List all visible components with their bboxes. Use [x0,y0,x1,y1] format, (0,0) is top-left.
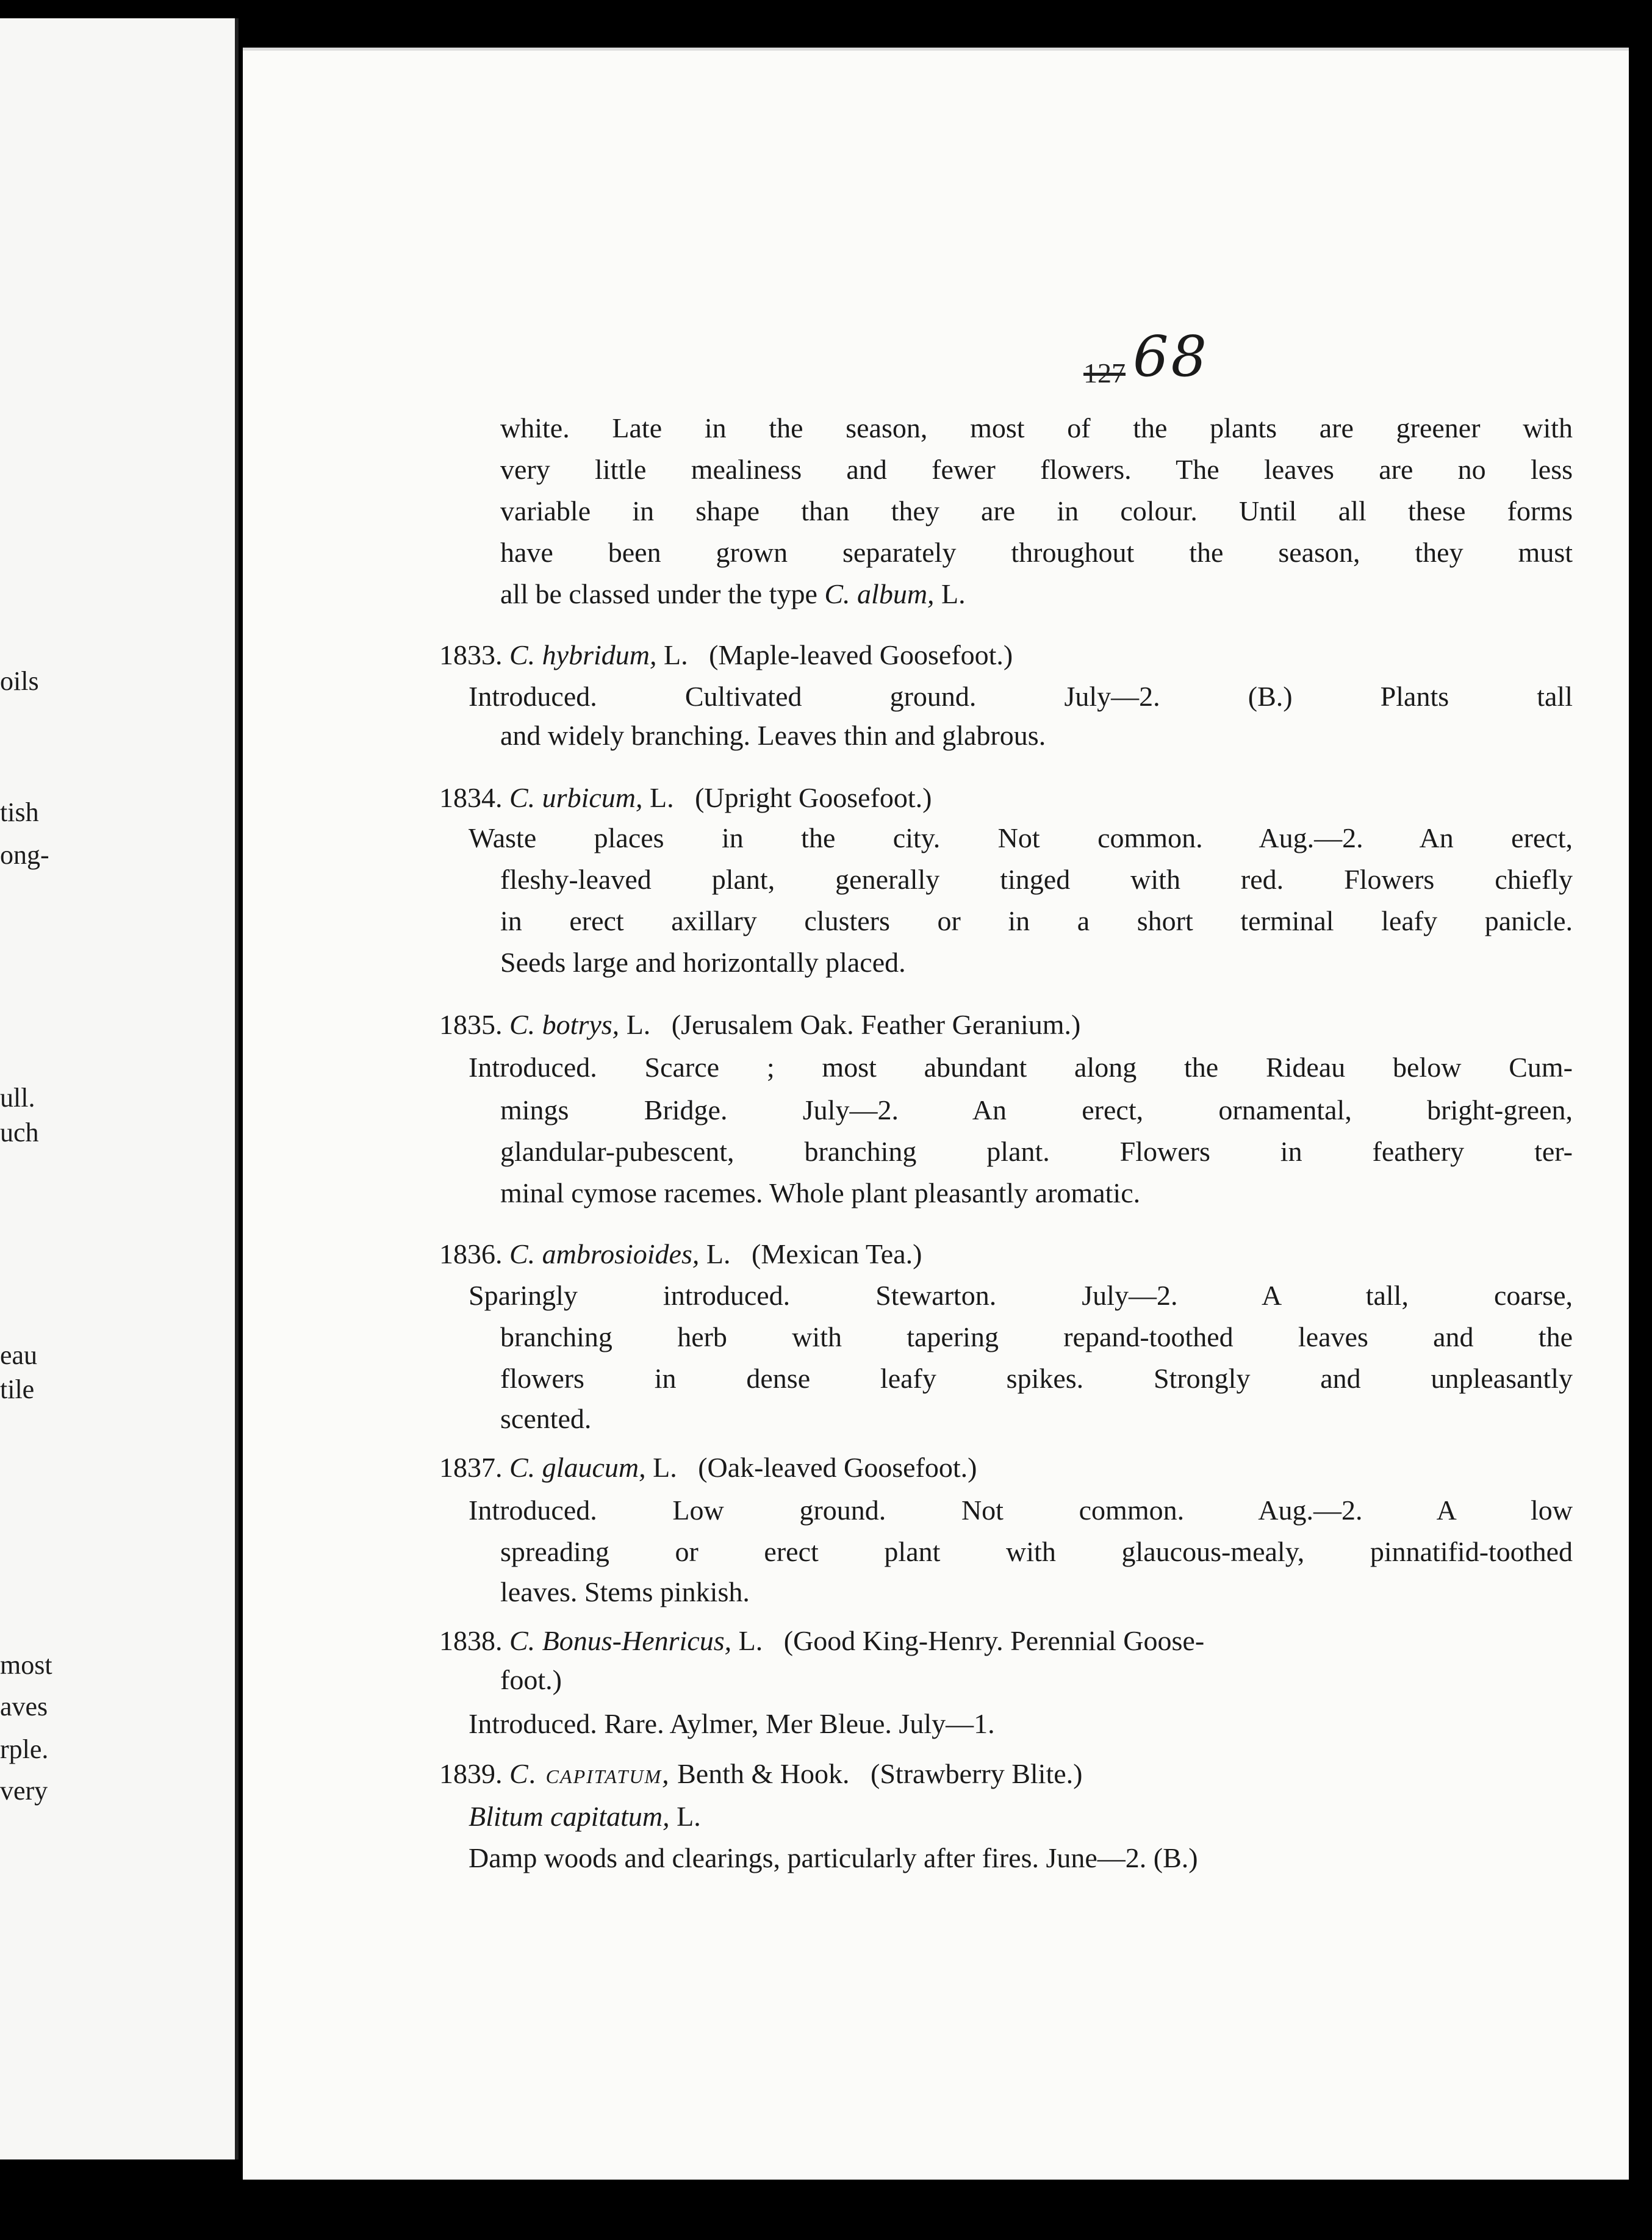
entry-line: Introduced. Rare. Aylmer, Mer Bleue. July—1. [469,1708,995,1739]
entry-line: flowers in dense leafy spikes. Strongly and unpleasantly [500,1363,1573,1394]
left-fragment: very [0,1776,48,1806]
entry-heading: 1835. C. botrys, L. (Jerusalem Oak. Feather Geranium.) [439,1009,1081,1040]
common-name: (Upright Goosefoot.) [695,782,932,813]
left-fragment: oils [0,666,39,696]
left-fragment: most [0,1650,52,1680]
page-number [1083,324,1210,389]
entry-line: foot.) [500,1664,562,1695]
left-fragment: ong- [0,840,49,870]
species-name: C. Bonus-Henricus, [509,1625,732,1656]
intro-line: white. Late in the season, most of the plants are greener with [500,412,1573,443]
left-fragment: eau [0,1340,38,1370]
entry-number: 1839. [439,1758,503,1789]
entry-number: 1836. [439,1238,503,1269]
handwritten-page-number: 68 [1133,324,1210,389]
printed-page-number: 127 [1083,357,1126,389]
entry-line: in erect axillary clusters or in a short terminal leafy panicle. [500,905,1573,936]
entry-number: 1837. [439,1452,503,1483]
common-name: (Maple-leaved Goosefoot.) [709,639,1013,670]
intro-line: have been grown separately throughout the season, they must [500,537,1573,568]
species-name: C. urbicum, [509,782,643,813]
left-fragment: ull. [0,1083,35,1113]
species-name: C. album, [824,578,935,609]
entry-line: Introduced. Scarce ; most abundant along the Rideau below Cum- [469,1052,1573,1083]
species-name: C. ambrosioides, [509,1238,700,1269]
entry-line: Sparingly introduced. Stewarton. July—2. A tall, coarse, [469,1280,1573,1311]
species-name: C. botrys, [509,1009,620,1040]
entry-line: fleshy-leaved plant, generally tinged with red. Flowers chiefly [500,864,1573,895]
entry-heading: 1838. C. Bonus-Henricus, L. (Good King-Henry. Perennial Goose- [439,1625,1205,1656]
common-name: (Jerusalem Oak. Feather Geranium.) [671,1009,1081,1040]
entry-number: 1838. [439,1625,503,1656]
synonym-line: Blitum capitatum, L. [469,1801,701,1832]
species-name: C. hybridum, [509,639,657,670]
entry-heading: 1839. C. capitatum, Benth & Hook. (Strawberry Blite.) [439,1758,1083,1789]
synonym-name: Blitum capitatum, [469,1801,670,1832]
entry-line: mings Bridge. July—2. An erect, ornamental, bright-green, [500,1094,1573,1125]
entry-line: and widely branching. Leaves thin and glabrous. [500,720,1046,751]
left-fragment: uch [0,1118,39,1147]
common-name: (Oak-leaved Goosefoot.) [698,1452,977,1483]
species-name: C. glaucum, [509,1452,646,1483]
common-name: (Mexican Tea.) [752,1238,922,1269]
entry-heading: 1837. C. glaucum, L. (Oak-leaved Goosefoot.) [439,1452,977,1483]
entry-line: spreading or erect plant with glaucous-mealy, pinnatifid-toothed [500,1536,1573,1567]
entry-line: branching herb with tapering repand-toothed leaves and the [500,1321,1573,1352]
species-name: C. capitatum, [509,1758,670,1789]
entry-heading: 1834. C. urbicum, L. (Upright Goosefoot.) [439,782,932,813]
left-fragment: tish [0,797,39,827]
entry-line: Waste places in the city. Not common. Aug.—2. An erect, [469,822,1573,853]
entry-line: minal cymose racemes. Whole plant pleasantly aromatic. [500,1177,1141,1208]
entry-line: Introduced. Cultivated ground. July—2. (B.) Plants tall [469,681,1573,712]
entry-heading: 1836. C. ambrosioides, L. (Mexican Tea.) [439,1238,922,1269]
entry-line: scented. [500,1403,592,1434]
entry-line: Damp woods and clearings, particularly after fires. June—2. (B.) [469,1842,1198,1873]
left-fragment: aves [0,1692,48,1721]
entry-number: 1834. [439,782,503,813]
left-fragment: rple. [0,1734,49,1764]
entry-number: 1835. [439,1009,503,1040]
left-facing-page [0,18,239,2159]
intro-line: very little mealiness and fewer flowers. The leaves are no less [500,454,1573,485]
entry-line: leaves. Stems pinkish. [500,1576,750,1607]
entry-line: Seeds large and horizontally placed. [500,947,906,978]
entry-line: glandular-pubescent, branching plant. Flowers in feathery ter- [500,1136,1573,1167]
intro-line-last: all be classed under the type C. album, L. [500,578,966,609]
intro-line: variable in shape than they are in colour. Until all these forms [500,495,1573,526]
entry-line: Introduced. Low ground. Not common. Aug.—2. A low [469,1495,1573,1526]
left-fragment: tile [0,1374,35,1404]
main-page [243,48,1629,2180]
entry-number: 1833. [439,639,503,670]
entry-heading: 1833. C. hybridum, L. (Maple-leaved Goosefoot.) [439,639,1013,670]
common-name: (Good King-Henry. Perennial Goose- [783,1625,1205,1656]
common-name: (Strawberry Blite.) [871,1758,1083,1789]
